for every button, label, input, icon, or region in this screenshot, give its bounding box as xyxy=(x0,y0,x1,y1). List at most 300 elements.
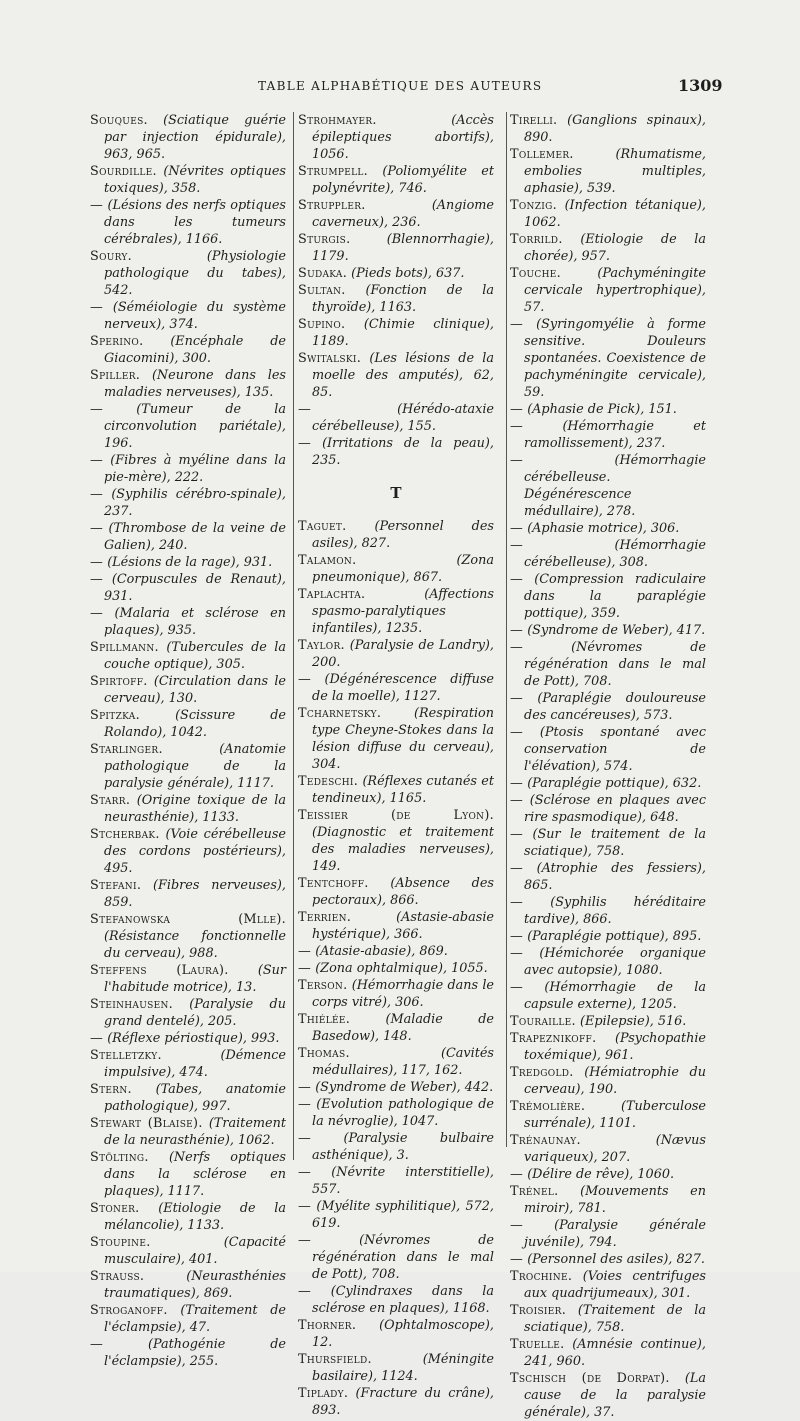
column-2-entries-t xyxy=(298,518,494,1419)
entry-text: (Fibres à myéline dans la pie-mère), 222. xyxy=(104,453,286,485)
author-name: Supino. xyxy=(298,317,346,332)
entry-text: (Cavités médullaires), 117, 162. xyxy=(312,1046,494,1078)
entry-text: (Etiologie de la mélancolie), 1133. xyxy=(104,1201,286,1233)
entry-text: (Nerfs optiques dans la sclérose en plaques), 1117. xyxy=(104,1150,286,1199)
entry-text: (Résistance fonctionnelle du cerveau), 988. xyxy=(104,929,286,961)
author-name: Thiélée. xyxy=(298,1012,351,1027)
author-name: Stewart (Blaise). xyxy=(90,1116,203,1131)
author-name: Stern. xyxy=(90,1082,132,1097)
author-name: — xyxy=(510,946,524,961)
entry-text: (Epilepsie), 516. xyxy=(580,1014,687,1029)
index-entry xyxy=(90,1302,286,1336)
author-name: Taylor. xyxy=(298,638,345,653)
entry-text: (Personnel des asiles), 827. xyxy=(312,519,494,551)
entry-text: (Paraplégie pottique), 895. xyxy=(527,929,702,944)
entry-text: (Paralysie bulbaire asthénique), 3. xyxy=(312,1131,494,1163)
entry-text: (Traitement de la neurasthénie), 1062. xyxy=(104,1116,286,1148)
index-entry xyxy=(298,163,494,197)
entry-text: (Sciatique guérie par injection épidurale), 963, 965. xyxy=(104,113,286,162)
entry-text: (Zona ophtalmique), 1055. xyxy=(315,961,488,976)
index-entry xyxy=(510,1030,706,1064)
author-name: — xyxy=(90,1337,104,1352)
index-entry xyxy=(90,911,286,962)
entry-text: (Sur l'habitude motrice), 13. xyxy=(104,963,286,995)
author-name: — xyxy=(298,1284,312,1299)
entry-text: (Physiologie pathologique du tabes), 542. xyxy=(104,249,286,298)
author-name: — xyxy=(510,317,524,332)
index-entry xyxy=(90,1115,286,1149)
index-entry xyxy=(90,996,286,1030)
index-entry xyxy=(298,637,494,671)
index-entry xyxy=(90,1234,286,1268)
author-name: — xyxy=(510,691,524,706)
entry-text: (Absence des pectoraux), 866. xyxy=(312,876,494,908)
index-entry xyxy=(298,112,494,163)
author-name: Starlinger. xyxy=(90,742,163,757)
entry-text: (Tuberculose surrénale), 1101. xyxy=(524,1099,706,1131)
entry-text: (Thrombose de la veine de Galien), 240. xyxy=(104,521,286,553)
entry-text: (Syphilis héréditaire tardive), 866. xyxy=(524,895,706,927)
author-name: Sperino. xyxy=(90,334,144,349)
entry-text: (Syringomyélie à forme sensitive. Douleurs spontanées. Coexistence de pachyméningite cervicale), 59. xyxy=(524,317,706,400)
author-name: Spillmann. xyxy=(90,640,159,655)
entry-text: (Tumeur de la circonvolution pariétale), 196. xyxy=(104,402,286,451)
index-entry xyxy=(298,773,494,807)
author-name: Strohmayer. xyxy=(298,113,377,128)
index-entry xyxy=(298,1317,494,1351)
entry-text: (Sur le traitement de la sciatique), 758. xyxy=(524,827,706,859)
page-number: 1309 xyxy=(678,76,723,95)
author-name: — xyxy=(90,300,104,315)
entry-text: (Pieds bots), 637. xyxy=(351,266,465,281)
entry-text: (Méningite basilaire), 1124. xyxy=(312,1352,494,1384)
author-name: Touche. xyxy=(510,266,561,281)
index-entry xyxy=(298,282,494,316)
index-entry xyxy=(510,1013,706,1030)
author-name: Stefanowska (Mlle). xyxy=(90,912,286,927)
author-name: — xyxy=(298,1233,312,1248)
author-name: Sourdille. xyxy=(90,164,157,179)
entry-text: (Voies centrifuges aux quadrijumeaux), 301. xyxy=(524,1269,706,1301)
author-name: Tonzig. xyxy=(510,198,557,213)
entry-text: (Etiologie de la chorée), 957. xyxy=(524,232,706,264)
index-entry xyxy=(90,1336,286,1370)
index-entry xyxy=(90,1149,286,1200)
entry-text: (Séméiologie du système nerveux), 374. xyxy=(104,300,286,332)
author-name: Strumpell. xyxy=(298,164,368,179)
author-name: — xyxy=(510,640,524,655)
index-entry xyxy=(510,1064,706,1098)
author-name: Soury. xyxy=(90,249,133,264)
author-name: Tredgold. xyxy=(510,1065,574,1080)
entry-text: (Evolution pathologique de la névroglie), 1047. xyxy=(312,1097,494,1129)
index-entry xyxy=(90,1268,286,1302)
entry-text: (Encéphale de Giacomini), 300. xyxy=(104,334,286,366)
entry-text: (Démence impulsive), 474. xyxy=(104,1048,286,1080)
index-entry xyxy=(510,928,706,945)
author-name: Taguet. xyxy=(298,519,347,534)
index-entry xyxy=(510,792,706,826)
entry-text: (Syphilis cérébro-spinale), 237. xyxy=(104,487,286,519)
index-entry xyxy=(298,807,494,875)
entry-text: (Ptosis spontané avec conservation de l'élévation), 574. xyxy=(524,725,706,774)
index-entry xyxy=(90,962,286,996)
entry-text: (Hémorrhagie cérébelleuse), 308. xyxy=(524,538,706,570)
index-entry xyxy=(298,1096,494,1130)
author-name: Thorner. xyxy=(298,1318,357,1333)
author-name: — xyxy=(510,1252,524,1267)
index-entry xyxy=(510,231,706,265)
author-name: Trénaunay. xyxy=(510,1133,581,1148)
entry-text: (Respiration type Cheyne-Stokes dans la lésion diffuse du cerveau), 304. xyxy=(312,706,494,772)
author-name: Trapeznikoff. xyxy=(510,1031,597,1046)
author-name: Sultan. xyxy=(298,283,346,298)
index-entry xyxy=(510,1183,706,1217)
entry-text: (Anatomie pathologique de la paralysie générale), 1117. xyxy=(104,742,286,791)
author-name: Souques. xyxy=(90,113,148,128)
entry-text: (Névrite interstitielle), 557. xyxy=(312,1165,494,1197)
author-name: — xyxy=(510,929,524,944)
entry-text: (Fracture du crâne), 893. xyxy=(312,1386,495,1418)
entry-text: (Irritations de la peau), 235. xyxy=(312,436,494,468)
author-name: Stelletzky. xyxy=(90,1048,162,1063)
index-entry xyxy=(510,520,706,537)
index-entry xyxy=(298,1079,494,1096)
entry-text: (Les lésions de la moelle des amputés), 62, 85. xyxy=(312,351,494,400)
author-name: — xyxy=(510,776,524,791)
author-name: — xyxy=(510,453,524,468)
author-name: Tedeschi. xyxy=(298,774,359,789)
author-name: — xyxy=(510,623,524,638)
index-entry xyxy=(298,265,494,282)
author-name: Stölting. xyxy=(90,1150,149,1165)
author-name: — xyxy=(298,1199,312,1214)
index-entry xyxy=(90,401,286,452)
index-entry xyxy=(298,1130,494,1164)
entry-text: (Hémiatrophie du cerveau), 190. xyxy=(524,1065,706,1097)
entry-text: (Amnésie continue), 241, 960. xyxy=(524,1337,706,1369)
author-name: — xyxy=(510,538,524,553)
author-name: Trémolière. xyxy=(510,1099,586,1114)
author-name: — xyxy=(90,521,104,536)
column-divider xyxy=(293,112,294,1160)
index-entry xyxy=(90,605,286,639)
index-entry xyxy=(510,826,706,860)
entry-text: (Circulation dans le cerveau), 130. xyxy=(104,674,286,706)
index-entry xyxy=(298,875,494,909)
index-entry xyxy=(298,909,494,943)
entry-text: (Origine toxique de la neurasthénie), 1133. xyxy=(104,793,286,825)
author-name: Tentchoff. xyxy=(298,876,369,891)
index-entry xyxy=(510,537,706,571)
entry-text: (Hémorrhagie cérébelleuse. Dégénérescence médullaire), 278. xyxy=(524,453,706,519)
entry-text: (Réflexes cutanés et tendineux), 1165. xyxy=(312,774,494,806)
author-name: — xyxy=(90,1031,104,1046)
index-entry xyxy=(298,977,494,1011)
index-entry xyxy=(510,639,706,690)
entry-text: (Zona pneumonique), 867. xyxy=(312,553,494,585)
index-entry xyxy=(510,265,706,316)
author-name: Torrild. xyxy=(510,232,563,247)
entry-text: (Corpuscules de Renaut), 931. xyxy=(104,572,286,604)
author-name: Thomas. xyxy=(298,1046,350,1061)
author-name: Touraille. xyxy=(510,1014,576,1029)
index-entry xyxy=(90,826,286,877)
index-entry xyxy=(298,1351,494,1385)
entry-text: (Personnel des asiles), 827. xyxy=(527,1252,705,1267)
author-name: Struppler. xyxy=(298,198,366,213)
entry-text: (Neurasthénies traumatiques), 869. xyxy=(104,1269,286,1301)
author-name: Thursfield. xyxy=(298,1352,372,1367)
entry-text: (Fibres nerveuses), 859. xyxy=(104,878,286,910)
author-name: Stoupine. xyxy=(90,1235,151,1250)
entry-text: (Paralysie générale juvénile), 794. xyxy=(524,1218,706,1250)
column-divider xyxy=(506,112,507,1147)
index-entry xyxy=(510,860,706,894)
author-name: — xyxy=(90,606,104,621)
index-column-1 xyxy=(90,112,286,1370)
index-entry xyxy=(510,1166,706,1183)
entry-text: (Chimie clinique), 1189. xyxy=(312,317,494,349)
entry-text: (Hémorrhagie et ramollissement), 237. xyxy=(524,419,706,451)
index-entry xyxy=(298,1045,494,1079)
entry-text: (Syndrome de Weber), 442. xyxy=(315,1080,494,1095)
entry-text: (Poliomyélite et polynévrite), 746. xyxy=(312,164,494,196)
entry-text: (Blennorrhagie), 1179. xyxy=(312,232,494,264)
author-name: — xyxy=(510,895,524,910)
author-name: — xyxy=(90,198,104,213)
author-name: Strauss. xyxy=(90,1269,145,1284)
entry-text: (Ganglions spinaux), 890. xyxy=(524,113,706,145)
index-entry xyxy=(510,197,706,231)
author-name: — xyxy=(298,1080,312,1095)
index-entry xyxy=(90,1030,286,1047)
entry-text: (Pathogénie de l'éclampsie), 255. xyxy=(104,1337,286,1369)
author-name: Sturgis. xyxy=(298,232,351,247)
entry-text: (Lésions des nerfs optiques dans les tumeurs cérébrales), 1166. xyxy=(104,198,286,247)
author-name: — xyxy=(90,453,104,468)
author-name: Tschisch (de Dorpat). xyxy=(510,1371,670,1386)
entry-text: (Atrophie des fessiers), 865. xyxy=(524,861,706,893)
entry-text: (Compression radiculaire dans la paraplégie pottique), 359. xyxy=(524,572,706,621)
author-name: Truelle. xyxy=(510,1337,565,1352)
section-letter: T xyxy=(390,484,402,502)
author-name: — xyxy=(510,827,524,842)
index-entry xyxy=(90,520,286,554)
index-entry xyxy=(298,231,494,265)
entry-text: (Traitement de la sciatique), 758. xyxy=(524,1303,706,1335)
index-entry xyxy=(298,1283,494,1317)
index-entry xyxy=(298,960,494,977)
entry-text: (Neurone dans les maladies nerveuses), 135. xyxy=(104,368,286,400)
author-name: Steinhausen. xyxy=(90,997,173,1012)
index-entry xyxy=(298,1385,495,1419)
index-entry xyxy=(298,350,494,401)
entry-text: (Psychopathie toxémique), 961. xyxy=(524,1031,706,1063)
entry-text: (Lésions de la rage), 931. xyxy=(107,555,273,570)
index-entry xyxy=(90,452,286,486)
index-entry xyxy=(510,1217,706,1251)
index-entry xyxy=(510,1132,706,1166)
index-entry xyxy=(510,690,706,724)
entry-text: (Paraplégie douloureuse des cancéreuses), 573. xyxy=(524,691,706,723)
author-name: — xyxy=(510,861,524,876)
author-name: — xyxy=(298,672,312,687)
author-name: Troisier. xyxy=(510,1303,567,1318)
author-name: Stefani. xyxy=(90,878,142,893)
index-entry xyxy=(298,1198,494,1232)
entry-text: (Affections spasmo-paralytiques infantiles), 1235. xyxy=(312,587,494,636)
index-entry xyxy=(510,1098,706,1132)
author-name: Sudaka. xyxy=(298,266,348,281)
index-entry xyxy=(510,418,706,452)
index-entry xyxy=(510,1302,706,1336)
entry-text: (Pachyméningite cervicale hypertrophique), 57. xyxy=(524,266,706,315)
author-name: — xyxy=(90,555,104,570)
index-entry xyxy=(298,1232,494,1283)
author-name: Trénel. xyxy=(510,1184,559,1199)
entry-text: (Hémorrhagie de la capsule externe), 1205. xyxy=(524,980,706,1012)
index-entry xyxy=(298,197,494,231)
author-name: Tiplady. xyxy=(298,1386,349,1401)
author-name: — xyxy=(510,980,524,995)
entry-text: (Atasie-abasie), 869. xyxy=(315,944,448,959)
entry-text: (La cause de la paralysie générale), 37. xyxy=(524,1371,706,1420)
entry-text: (Ophtalmoscope), 12. xyxy=(312,1318,494,1350)
entry-text: (Réflexe périostique), 993. xyxy=(107,1031,280,1046)
index-entry xyxy=(510,1251,706,1268)
column-2-entries-s xyxy=(298,112,494,469)
author-name: — xyxy=(298,1165,312,1180)
entry-text: (Aphasie de Pick), 151. xyxy=(527,402,677,417)
index-entry xyxy=(90,639,286,673)
entry-text: (Mouvements en miroir), 781. xyxy=(524,1184,706,1216)
author-name: Spiller. xyxy=(90,368,141,383)
author-name: Spirtoff. xyxy=(90,674,148,689)
author-name: Tollemer. xyxy=(510,147,574,162)
index-entry xyxy=(510,146,706,197)
index-entry xyxy=(90,673,286,707)
author-name: Terrien. xyxy=(298,910,352,925)
index-entry xyxy=(90,248,286,299)
author-name: Stoner. xyxy=(90,1201,140,1216)
index-entry xyxy=(510,1370,706,1421)
index-entry xyxy=(510,724,706,775)
entry-text: (Rhumatisme, embolies multiples, aphasie), 539. xyxy=(524,147,706,196)
entry-text: (Nævus variqueux), 207. xyxy=(524,1133,706,1165)
author-name: — xyxy=(298,961,312,976)
author-name: Stroganoff. xyxy=(90,1303,168,1318)
index-entry xyxy=(510,112,706,146)
index-column-2 xyxy=(298,112,494,1419)
index-entry xyxy=(298,435,494,469)
entry-text: (Malaria et sclérose en plaques), 935. xyxy=(104,606,286,638)
entry-text: (Fonction de la thyroïde), 1163. xyxy=(312,283,494,315)
entry-text: (Infection tétanique), 1062. xyxy=(524,198,706,230)
running-title: TABLE ALPHABÉTIQUE DES AUTEURS xyxy=(258,79,543,93)
index-entry xyxy=(90,792,286,826)
entry-text: (Névrites optiques toxiques), 358. xyxy=(104,164,286,196)
author-name: — xyxy=(510,402,524,417)
index-entry xyxy=(298,401,494,435)
author-name: — xyxy=(90,487,104,502)
entry-text: (Angiome caverneux), 236. xyxy=(312,198,494,230)
index-entry xyxy=(90,112,286,163)
index-entry xyxy=(298,705,494,773)
entry-text: (Scissure de Rolando), 1042. xyxy=(104,708,286,740)
index-entry xyxy=(510,316,706,401)
index-entry xyxy=(510,401,706,418)
author-name: — xyxy=(90,572,104,587)
author-name: Starr. xyxy=(90,793,131,808)
entry-text: (Délire de rêve), 1060. xyxy=(527,1167,675,1182)
index-entry xyxy=(298,1011,494,1045)
index-entry xyxy=(298,552,494,586)
index-entry xyxy=(510,1268,706,1302)
entry-text: (Aphasie motrice), 306. xyxy=(527,521,680,536)
author-name: — xyxy=(298,436,312,451)
index-entry xyxy=(90,554,286,571)
author-name: — xyxy=(510,419,524,434)
index-entry xyxy=(298,518,494,552)
index-entry xyxy=(90,1081,286,1115)
entry-text: (Voie cérébelleuse des cordons postérieurs), 495. xyxy=(104,827,286,876)
index-entry xyxy=(510,775,706,792)
entry-text: (Tabes, anatomie pathologique), 997. xyxy=(104,1082,286,1114)
author-name: — xyxy=(90,402,104,417)
entry-text: (Hémichorée organique avec autopsie), 1080. xyxy=(524,946,706,978)
index-entry xyxy=(90,367,286,401)
author-name: Teissier (de Lyon). xyxy=(298,808,494,823)
index-entry xyxy=(90,1200,286,1234)
index-entry xyxy=(510,894,706,928)
index-entry xyxy=(298,1164,494,1198)
entry-text: (Astasie-abasie hystérique), 366. xyxy=(312,910,494,942)
author-name: — xyxy=(298,944,312,959)
index-entry xyxy=(510,571,706,622)
author-name: — xyxy=(510,521,524,536)
author-name: — xyxy=(298,402,312,417)
index-entry xyxy=(298,671,494,705)
index-entry xyxy=(90,333,286,367)
index-entry xyxy=(90,163,286,197)
index-entry xyxy=(510,622,706,639)
author-name: Taplachta. xyxy=(298,587,366,602)
index-entry xyxy=(510,945,706,979)
author-name: — xyxy=(510,793,524,808)
index-entry xyxy=(90,741,286,792)
author-name: Talamon. xyxy=(298,553,357,568)
entry-text: (Myélite syphilitique), 572, 619. xyxy=(312,1199,494,1231)
entry-text: (Sclérose en plaques avec rire spasmodique), 648. xyxy=(524,793,706,825)
author-name: — xyxy=(298,1097,312,1112)
entry-text: (Capacité musculaire), 401. xyxy=(104,1235,286,1267)
entry-text: (Névromes de régénération dans le mal de Pott), 708. xyxy=(312,1233,494,1282)
index-entry xyxy=(298,943,494,960)
index-entry xyxy=(510,452,706,520)
index-entry xyxy=(90,197,286,248)
index-entry xyxy=(90,877,286,911)
author-name: — xyxy=(510,1218,524,1233)
index-entry xyxy=(90,486,286,520)
entry-text: (Névromes de régénération dans le mal de Pott), 708. xyxy=(524,640,706,689)
entry-text: (Paralysie du grand dentelé), 205. xyxy=(104,997,286,1029)
author-name: Trochine. xyxy=(510,1269,573,1284)
index-entry xyxy=(298,316,494,350)
index-entry xyxy=(90,571,286,605)
author-name: Spitzka. xyxy=(90,708,140,723)
entry-text: (Cylindraxes dans la sclérose en plaques), 1168. xyxy=(312,1284,494,1316)
